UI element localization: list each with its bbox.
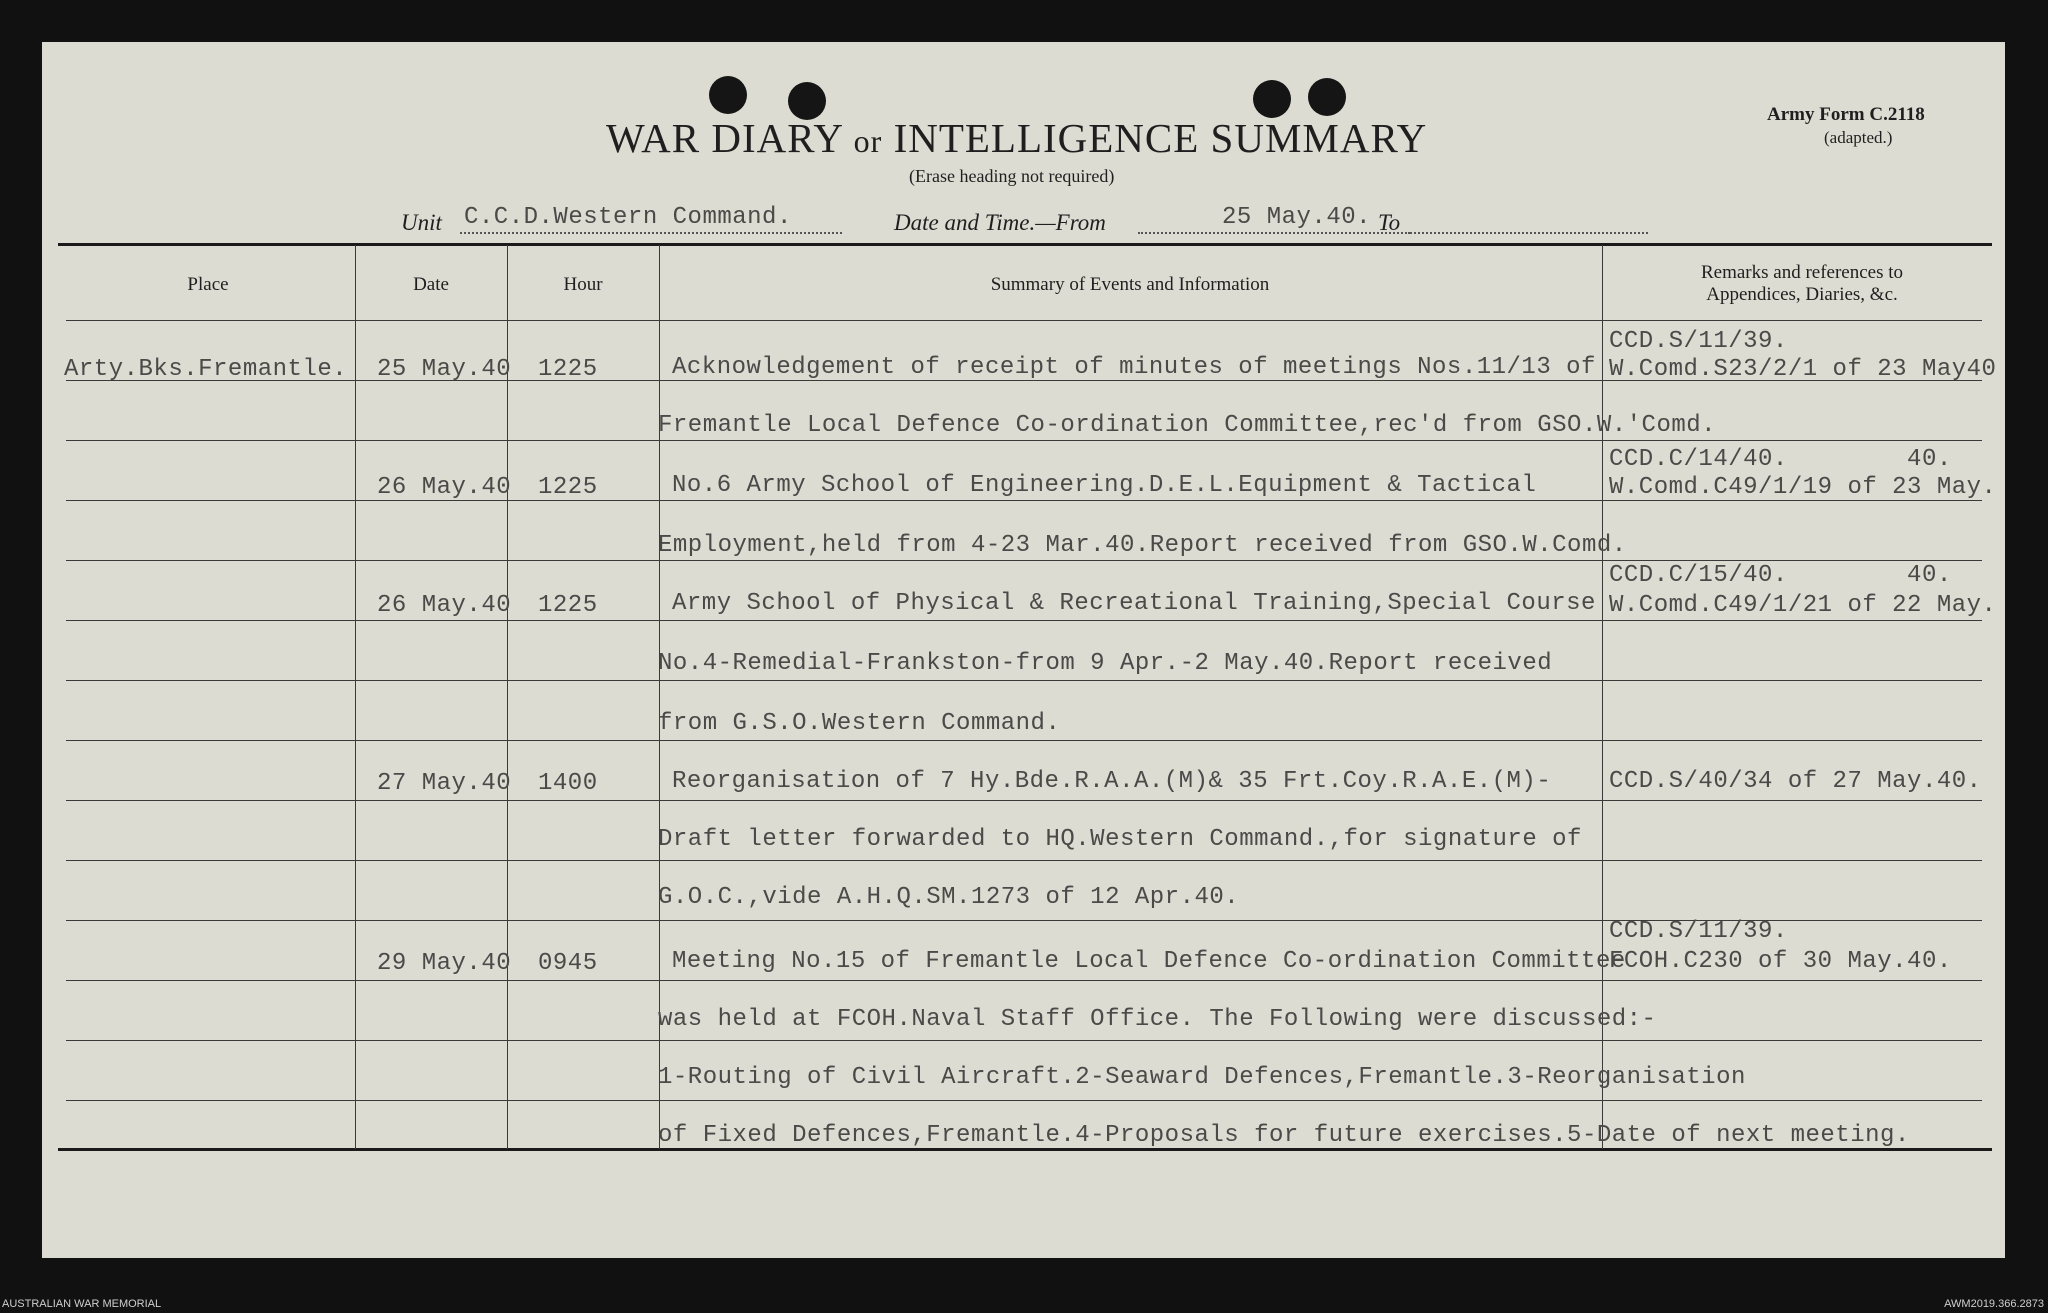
entry-remark: CCD.C/14/40. 40. bbox=[1609, 446, 1952, 473]
column-header-remarks: Remarks and references to Appendices, Diaries, &c. bbox=[1700, 262, 1904, 305]
punch-hole bbox=[1308, 78, 1346, 116]
entry-remark: W.Comd.S23/2/1 of 23 May40 bbox=[1609, 356, 1997, 383]
entry-hour: 0945 bbox=[538, 950, 598, 977]
row-rule bbox=[66, 620, 1982, 621]
entry-remark: CCD.S/40/34 of 27 May.40. bbox=[1609, 768, 1982, 795]
footer-accession-number: AWM2019.366.2873 bbox=[1944, 1298, 2044, 1310]
entry-summary-line: from G.S.O.Western Command. bbox=[658, 710, 1061, 737]
army-form-label: Army Form C.2118 bbox=[1767, 104, 1925, 125]
adapted-label: (adapted.) bbox=[1824, 128, 1893, 147]
row-rule bbox=[66, 860, 1982, 861]
entry-summary-line: was held at FCOH.Naval Staff Office. The Following were discussed:- bbox=[658, 1006, 1657, 1033]
column-divider bbox=[355, 245, 356, 1149]
unit-label: Unit bbox=[401, 210, 442, 235]
entry-hour: 1225 bbox=[538, 356, 598, 383]
date-from-dotted-line bbox=[1138, 232, 1410, 234]
header-rule bbox=[66, 320, 1982, 321]
entry-summary-line: 1-Routing of Civil Aircraft.2-Seaward Defences,Fremantle.3-Reorganisation bbox=[658, 1064, 1746, 1091]
entry-summary-line: No.6 Army School of Engineering.D.E.L.Equipment & Tactical bbox=[672, 472, 1537, 499]
punch-hole bbox=[1253, 80, 1291, 118]
entry-hour: 1225 bbox=[538, 592, 598, 619]
date-time-label: Date and Time.—From bbox=[894, 210, 1106, 235]
entry-date: 29 May.40 bbox=[377, 950, 512, 977]
entry-remark: CCD.S/11/39. bbox=[1609, 918, 1788, 945]
entry-date: 26 May.40 bbox=[377, 474, 512, 501]
row-rule bbox=[66, 680, 1982, 681]
column-header-hour: Hour bbox=[563, 274, 603, 295]
row-rule bbox=[66, 1100, 1982, 1101]
to-label: To bbox=[1378, 210, 1401, 235]
entry-remark: W.Comd.C49/1/21 of 22 May. bbox=[1609, 592, 1997, 619]
row-rule bbox=[66, 800, 1982, 801]
entry-remark: CCD.C/15/40. 40. bbox=[1609, 562, 1952, 589]
page-title: WAR DIARY or INTELLIGENCE SUMMARY bbox=[606, 115, 1428, 161]
unit-dotted-line bbox=[460, 232, 842, 234]
date-from-value: 25 May.40. bbox=[1222, 204, 1372, 231]
column-header-date: Date bbox=[413, 274, 449, 295]
entry-summary-line: of Fixed Defences,Fremantle.4-Proposals for future exercises.5-Date of next meeting. bbox=[658, 1122, 1910, 1149]
entry-summary-line: Fremantle Local Defence Co-ordination Committee,rec'd from GSO.W.'Comd. bbox=[658, 412, 1717, 439]
entry-summary-line: Employment,held from 4-23 Mar.40.Report received from GSO.W.Comd. bbox=[658, 532, 1627, 559]
entry-date: 26 May.40 bbox=[377, 592, 512, 619]
row-rule bbox=[66, 440, 1982, 441]
diary-page bbox=[42, 42, 2005, 1258]
row-rule bbox=[66, 980, 1982, 981]
entry-remark: FCOH.C230 of 30 May.40. bbox=[1609, 948, 1952, 975]
entry-summary-line: Army School of Physical & Recreational Training,Special Course bbox=[672, 590, 1596, 617]
table-top-rule bbox=[58, 243, 1992, 246]
entry-date: 27 May.40 bbox=[377, 770, 512, 797]
entry-summary-line: Reorganisation of 7 Hy.Bde.R.A.A.(M)& 35 Frt.Coy.R.A.E.(M)- bbox=[672, 768, 1552, 795]
entry-hour: 1400 bbox=[538, 770, 598, 797]
entry-summary-line: Draft letter forwarded to HQ.Western Command.,for signature of bbox=[658, 826, 1582, 853]
entry-remark: W.Comd.C49/1/19 of 23 May. bbox=[1609, 474, 1997, 501]
row-rule bbox=[66, 560, 1982, 561]
unit-value: C.C.D.Western Command. bbox=[464, 204, 792, 231]
row-rule bbox=[66, 740, 1982, 741]
entry-summary-line: G.O.C.,vide A.H.Q.SM.1273 of 12 Apr.40. bbox=[658, 884, 1240, 911]
footer-institution: AUSTRALIAN WAR MEMORIAL bbox=[2, 1298, 162, 1310]
erase-note: (Erase heading not required) bbox=[909, 166, 1115, 186]
column-header-summary: Summary of Events and Information bbox=[990, 274, 1270, 295]
column-header-place: Place bbox=[187, 274, 229, 295]
entry-hour: 1225 bbox=[538, 474, 598, 501]
punch-hole bbox=[709, 76, 747, 114]
date-to-dotted-line bbox=[1410, 232, 1648, 234]
entry-summary-line: Acknowledgement of receipt of minutes of meetings Nos.11/13 of bbox=[672, 354, 1596, 381]
entry-place: Arty.Bks.Fremantle. bbox=[64, 356, 348, 383]
entry-date: 25 May.40 bbox=[377, 356, 512, 383]
entry-summary-line: No.4-Remedial-Frankston-from 9 Apr.-2 May.40.Report received bbox=[658, 650, 1553, 677]
entry-summary-line: Meeting No.15 of Fremantle Local Defence Co-ordination Committee bbox=[672, 948, 1626, 975]
entry-remark: CCD.S/11/39. bbox=[1609, 328, 1788, 355]
row-rule bbox=[66, 1040, 1982, 1041]
